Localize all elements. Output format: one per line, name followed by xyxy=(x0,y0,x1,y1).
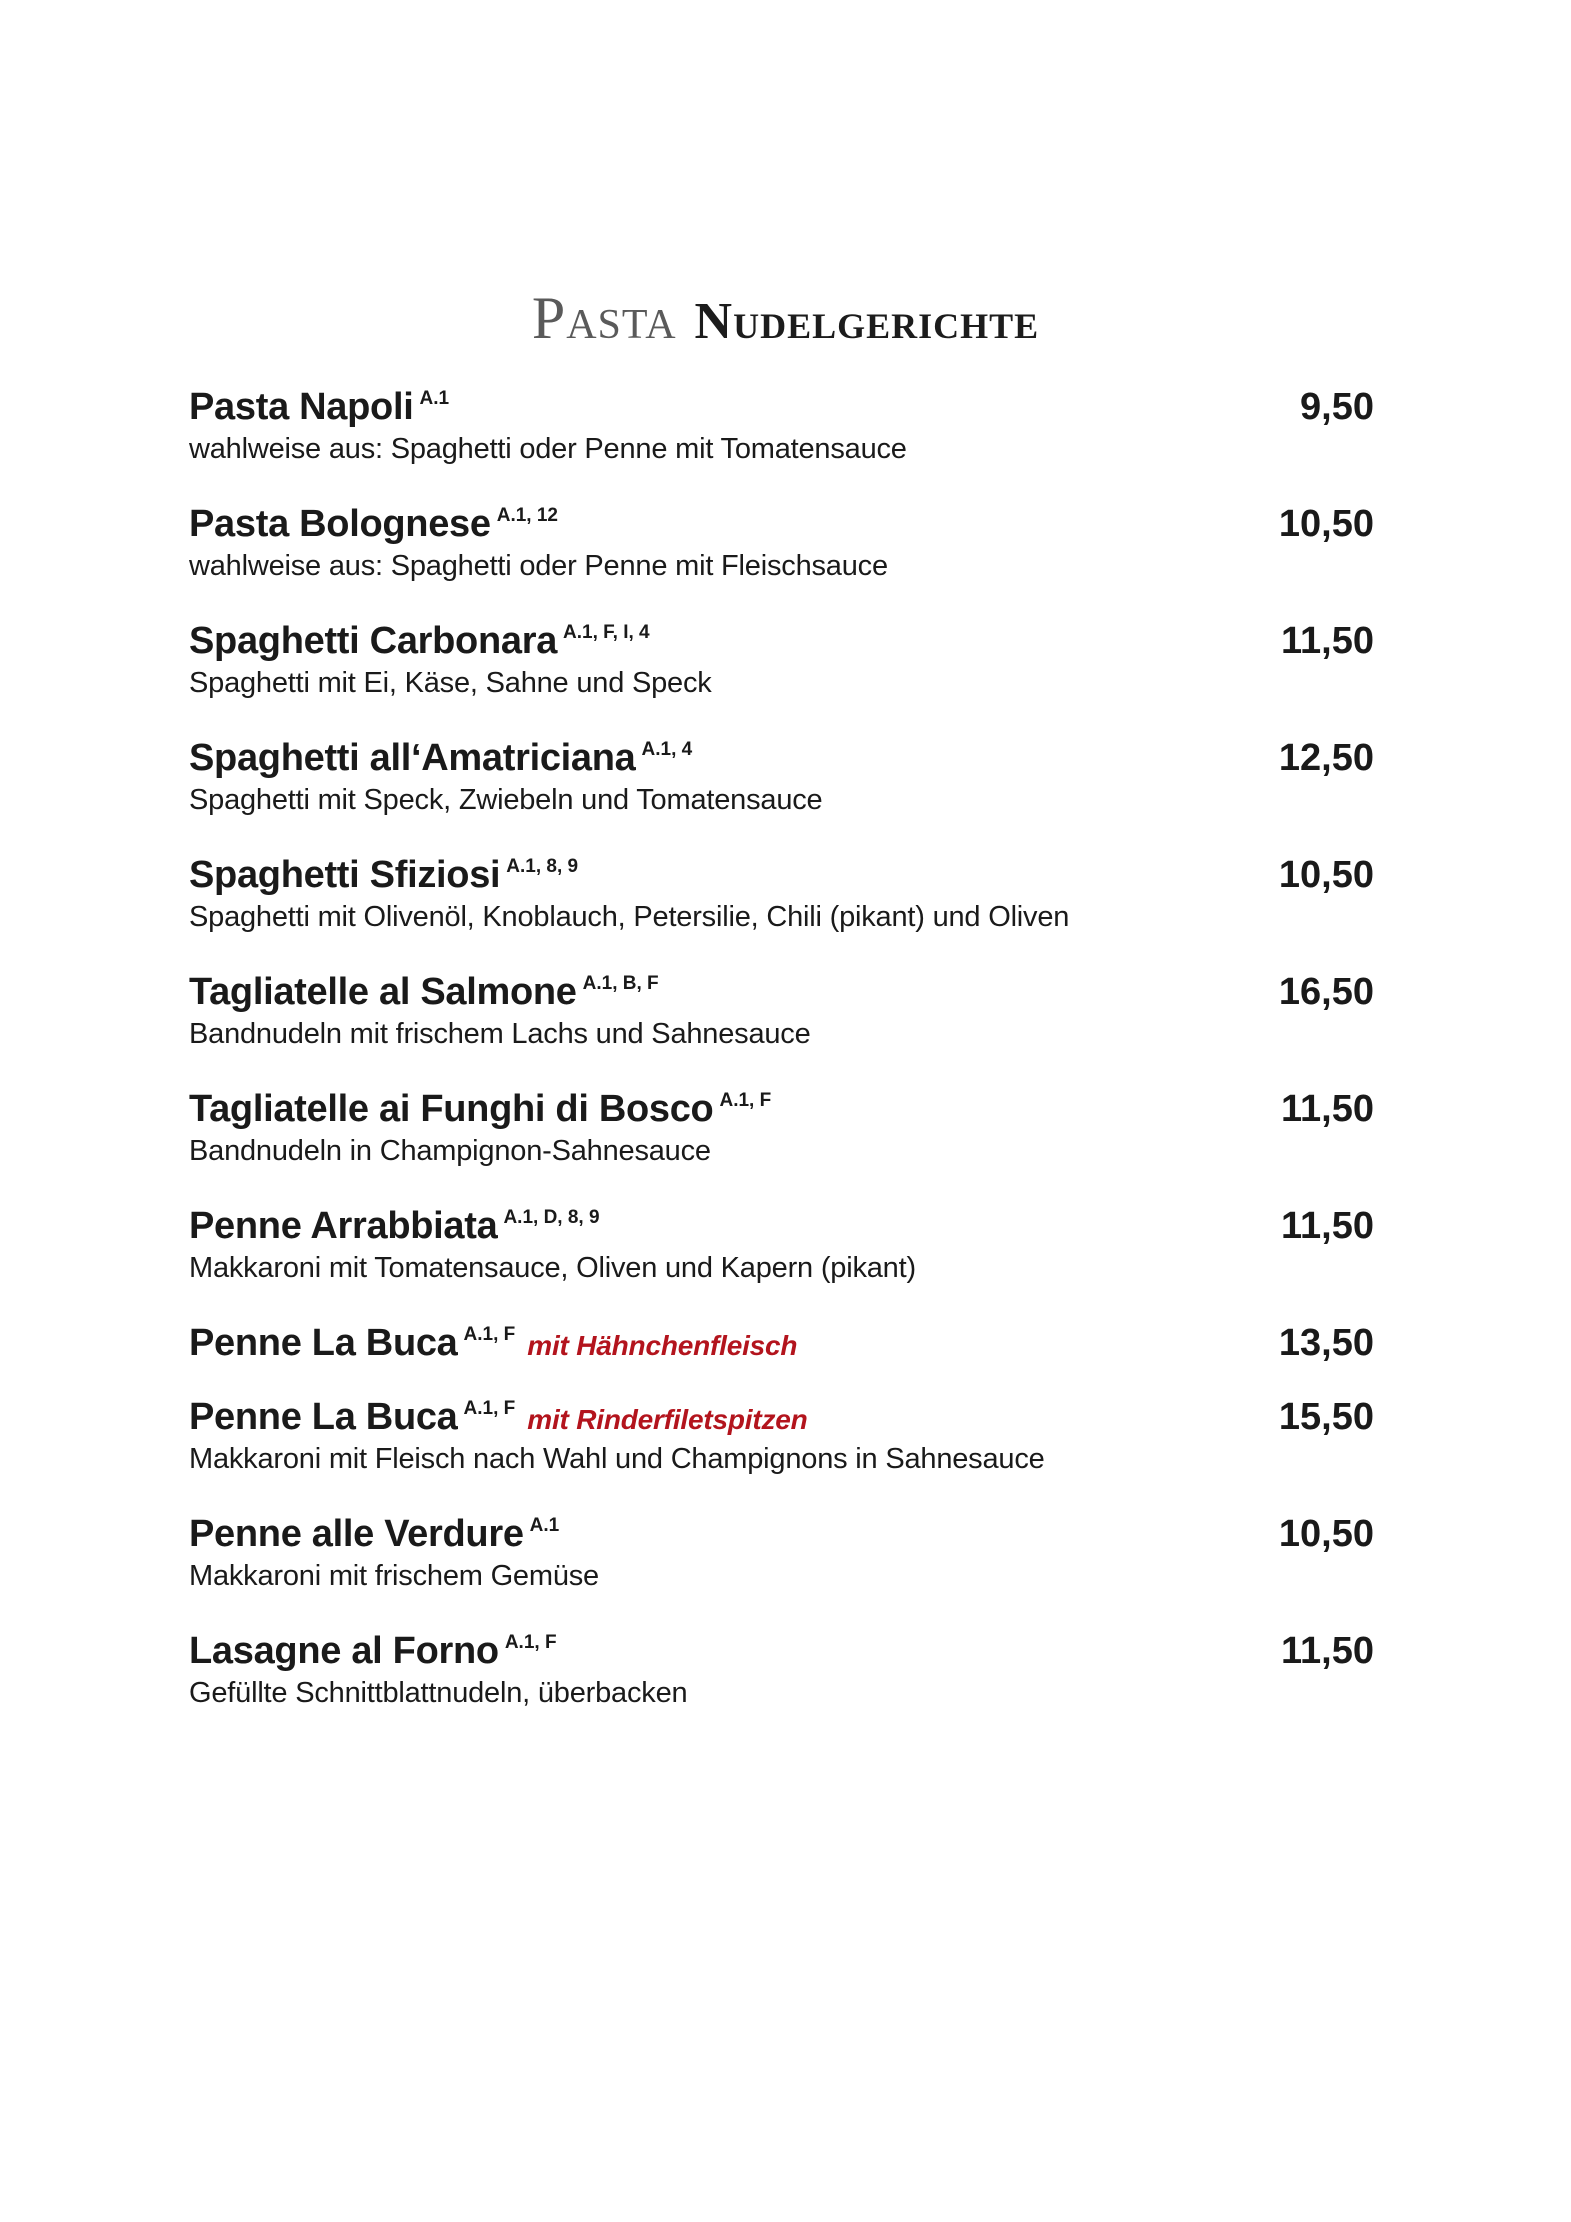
allergen-codes: A.1, 4 xyxy=(641,739,693,760)
title-nudelgerichte: Nudelgerichte xyxy=(694,293,1040,350)
item-name: Tagliatelle al Salmone xyxy=(189,971,577,1013)
item-description: Bandnudeln mit frischem Lachs und Sahnesauce xyxy=(189,1018,811,1050)
item-name: Spaghetti Carbonara xyxy=(189,620,558,662)
item-name: Spaghetti Sfiziosi xyxy=(189,854,501,896)
item-price: 11,50 xyxy=(1281,1205,1374,1247)
item-price: 10,50 xyxy=(1278,1513,1374,1555)
page-title xyxy=(0,285,1571,351)
item-description: Bandnudeln in Champignon-Sahnesauce xyxy=(189,1135,711,1167)
menu-item-spaghetti-amatriciana xyxy=(189,736,1374,818)
item-header xyxy=(189,1204,1374,1248)
item-description: Spaghetti mit Ei, Käse, Sahne und Speck xyxy=(189,667,712,699)
item-price: 9,50 xyxy=(1300,386,1374,428)
item-description: Spaghetti mit Speck, Zwiebeln und Tomatensauce xyxy=(189,784,823,816)
allergen-codes: A.1, 12 xyxy=(496,505,558,526)
allergen-codes: A.1 xyxy=(529,1515,560,1536)
allergen-codes: A.1, 8, 9 xyxy=(506,856,579,877)
menu-item-tagliatelle-funghi xyxy=(189,1087,1374,1169)
item-price: 10,50 xyxy=(1278,854,1374,896)
item-header xyxy=(189,502,1374,546)
item-variant: mit Hähnchenfleisch xyxy=(527,1330,798,1361)
item-description: Gefüllte Schnittblattnudeln, überbacken xyxy=(189,1677,688,1709)
item-header xyxy=(189,970,1374,1014)
item-name: Penne Arrabbiata xyxy=(189,1205,498,1247)
item-price: 15,50 xyxy=(1278,1396,1374,1438)
item-name: Lasagne al Forno xyxy=(189,1630,499,1672)
item-name: Penne La Buca xyxy=(189,1322,458,1364)
allergen-codes: A.1, F xyxy=(463,1398,516,1419)
title-pasta: Pasta xyxy=(531,285,677,351)
item-price: 11,50 xyxy=(1281,1088,1374,1130)
allergen-codes: A.1, F xyxy=(504,1632,557,1653)
item-variant: mit Rinderfiletspitzen xyxy=(527,1404,808,1435)
item-header xyxy=(189,736,1374,780)
item-price: 16,50 xyxy=(1278,971,1374,1013)
item-price: 11,50 xyxy=(1281,1630,1374,1672)
allergen-codes: A.1, D, 8, 9 xyxy=(503,1207,600,1228)
allergen-codes: A.1 xyxy=(419,388,450,409)
item-header xyxy=(189,1087,1374,1131)
menu-item-penne-la-buca-beef xyxy=(189,1395,1374,1477)
item-description: Makkaroni mit frischem Gemüse xyxy=(189,1560,599,1592)
item-price: 10,50 xyxy=(1278,503,1374,545)
item-price: 13,50 xyxy=(1278,1322,1374,1364)
menu-item-penne-verdure xyxy=(189,1512,1374,1594)
item-header xyxy=(189,853,1374,897)
item-name: Tagliatelle ai Funghi di Bosco xyxy=(189,1088,714,1130)
item-name: Penne La Buca xyxy=(189,1396,458,1438)
item-description: Makkaroni mit Fleisch nach Wahl und Champignons in Sahnesauce xyxy=(189,1443,1045,1475)
item-name: Penne alle Verdure xyxy=(189,1513,524,1555)
item-price: 11,50 xyxy=(1281,620,1374,662)
item-description: Makkaroni mit Tomatensauce, Oliven und Kapern (pikant) xyxy=(189,1252,916,1284)
allergen-codes: A.1, F, I, 4 xyxy=(563,622,650,643)
item-header xyxy=(189,385,1374,429)
item-header xyxy=(189,1395,1374,1439)
menu-item-pasta-bolognese xyxy=(189,502,1374,584)
item-description: wahlweise aus: Spaghetti oder Penne mit Tomatensauce xyxy=(189,433,907,465)
item-price: 12,50 xyxy=(1278,737,1374,779)
item-name: Pasta Bolognese xyxy=(189,503,491,545)
allergen-codes: A.1, B, F xyxy=(582,973,659,994)
item-header xyxy=(189,1629,1374,1673)
item-name: Pasta Napoli xyxy=(189,386,414,428)
menu-item-pasta-napoli xyxy=(189,385,1374,467)
menu-item-tagliatelle-salmone xyxy=(189,970,1374,1052)
item-description: Spaghetti mit Olivenöl, Knoblauch, Petersilie, Chili (pikant) und Oliven xyxy=(189,901,1070,933)
allergen-codes: A.1, F xyxy=(463,1324,516,1345)
menu-item-lasagne xyxy=(189,1629,1374,1711)
item-name: Spaghetti all‘Amatriciana xyxy=(189,737,636,779)
menu-item-penne-la-buca-chicken xyxy=(189,1321,1374,1365)
item-header xyxy=(189,619,1374,663)
allergen-codes: A.1, F xyxy=(719,1090,772,1111)
menu-item-spaghetti-carbonara xyxy=(189,619,1374,701)
menu-item-penne-arrabbiata xyxy=(189,1204,1374,1286)
item-description: wahlweise aus: Spaghetti oder Penne mit Fleischsauce xyxy=(189,550,888,582)
menu-item-spaghetti-sfiziosi xyxy=(189,853,1374,935)
item-header xyxy=(189,1321,1374,1365)
item-header xyxy=(189,1512,1374,1556)
